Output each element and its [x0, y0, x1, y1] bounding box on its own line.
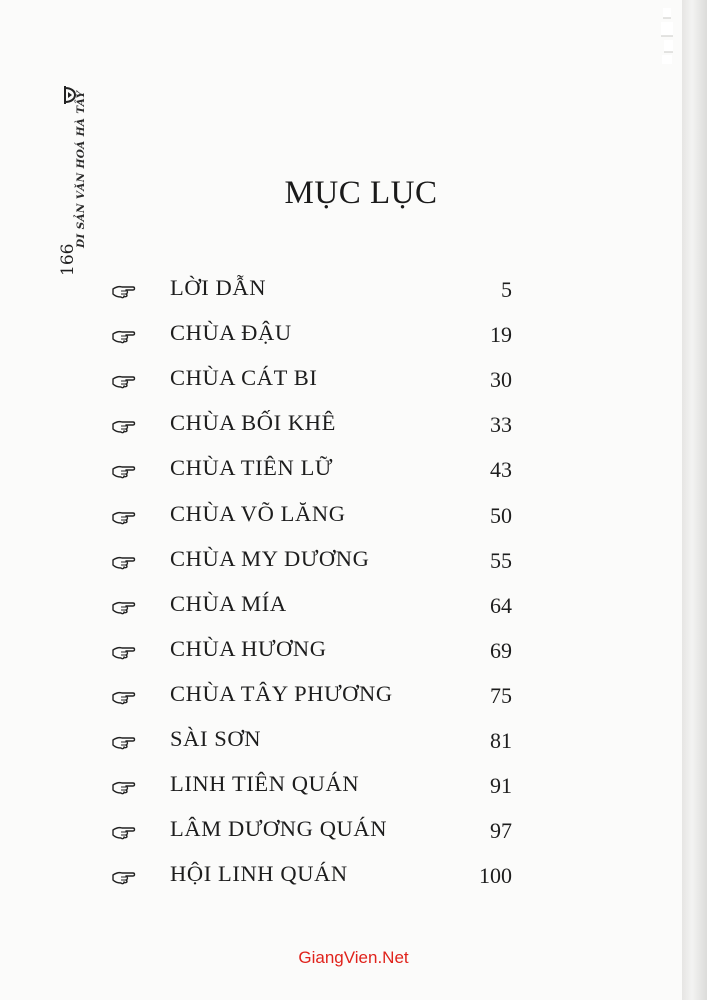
- running-header: DI SẢN VĂN HOÁ HÀ TÂY: [75, 90, 87, 248]
- toc-entry[interactable]: [112, 410, 517, 446]
- toc-entry[interactable]: [112, 636, 517, 672]
- toc-entry-page: 50: [490, 503, 512, 528]
- toc-entry[interactable]: [112, 771, 517, 807]
- page-title: MỤC LỤC: [284, 175, 438, 211]
- toc-entry-title: CHÙA CÁT BI: [170, 365, 318, 390]
- pointing-hand-icon: [112, 554, 136, 570]
- pointing-hand-icon: [112, 779, 136, 795]
- toc-entry-page: 75: [490, 683, 512, 708]
- toc-entry-title: CHÙA BỐI KHÊ: [170, 410, 336, 435]
- pointing-hand-icon: [112, 689, 136, 705]
- toc-entry[interactable]: [112, 681, 517, 717]
- toc-entry-title: LÂM DƯƠNG QUÁN: [170, 816, 388, 841]
- toc-entry-page: 19: [490, 322, 512, 347]
- toc-entry-page: 97: [490, 818, 512, 843]
- pointing-hand-icon: [112, 644, 136, 660]
- toc-entry[interactable]: [112, 365, 517, 401]
- toc-entry[interactable]: [112, 591, 517, 627]
- toc-entry-page: 64: [490, 593, 512, 618]
- toc-entry-page: 30: [490, 367, 512, 392]
- toc-entry-page: 91: [490, 773, 512, 798]
- watermark: GiangVien.Net: [298, 948, 409, 967]
- pointing-hand-icon: [112, 418, 136, 434]
- toc-entry-title: CHÙA TIÊN LỮ: [170, 455, 333, 480]
- pointing-hand-icon: [112, 463, 136, 479]
- pointing-hand-icon: [112, 869, 136, 885]
- pointing-hand-icon: [112, 509, 136, 525]
- toc-entry-title: LINH TIÊN QUÁN: [170, 771, 360, 796]
- toc-entry-title: CHÙA VÕ LĂNG: [170, 501, 346, 526]
- toc-entry-page: 69: [490, 638, 512, 663]
- toc-entry[interactable]: [112, 726, 517, 762]
- toc-entry[interactable]: [112, 546, 517, 582]
- toc-entry[interactable]: [112, 816, 517, 852]
- pointing-hand-icon: [112, 734, 136, 750]
- page-edge: [682, 0, 707, 1000]
- toc-entry-title: CHÙA TÂY PHƯƠNG: [170, 681, 393, 706]
- toc-entry-title: LỜI DẪN: [170, 275, 267, 300]
- toc-entry-title: CHÙA MÍA: [170, 591, 287, 616]
- toc-entry-title: CHÙA ĐẬU: [170, 320, 292, 345]
- toc-entry-title: CHÙA HƯƠNG: [170, 636, 327, 661]
- toc-entry[interactable]: [112, 455, 517, 491]
- pointing-hand-icon: [112, 373, 136, 389]
- toc-entry-page: 43: [490, 457, 512, 482]
- toc-entry-title: CHÙA MY DƯƠNG: [170, 546, 370, 571]
- toc-entry[interactable]: [112, 501, 517, 537]
- toc-entry-page: 5: [501, 277, 512, 302]
- toc-entry-title: HỘI LINH QUÁN: [170, 861, 348, 886]
- toc-entry-page: 81: [490, 728, 512, 753]
- pointing-hand-icon: [112, 824, 136, 840]
- toc-entry-page: 33: [490, 412, 512, 437]
- toc-entry-page: 100: [479, 863, 512, 888]
- pointing-hand-icon: [112, 328, 136, 344]
- toc-entry[interactable]: [112, 320, 517, 356]
- toc-entry-page: 55: [490, 548, 512, 573]
- toc-entry[interactable]: [112, 275, 517, 311]
- pointing-hand-icon: [112, 283, 136, 299]
- page-edge-marks: [660, 8, 674, 66]
- page-number: 166: [58, 243, 78, 276]
- toc-entry[interactable]: [112, 861, 517, 897]
- pointing-hand-icon: [112, 599, 136, 615]
- toc-entry-title: SÀI SƠN: [170, 726, 262, 751]
